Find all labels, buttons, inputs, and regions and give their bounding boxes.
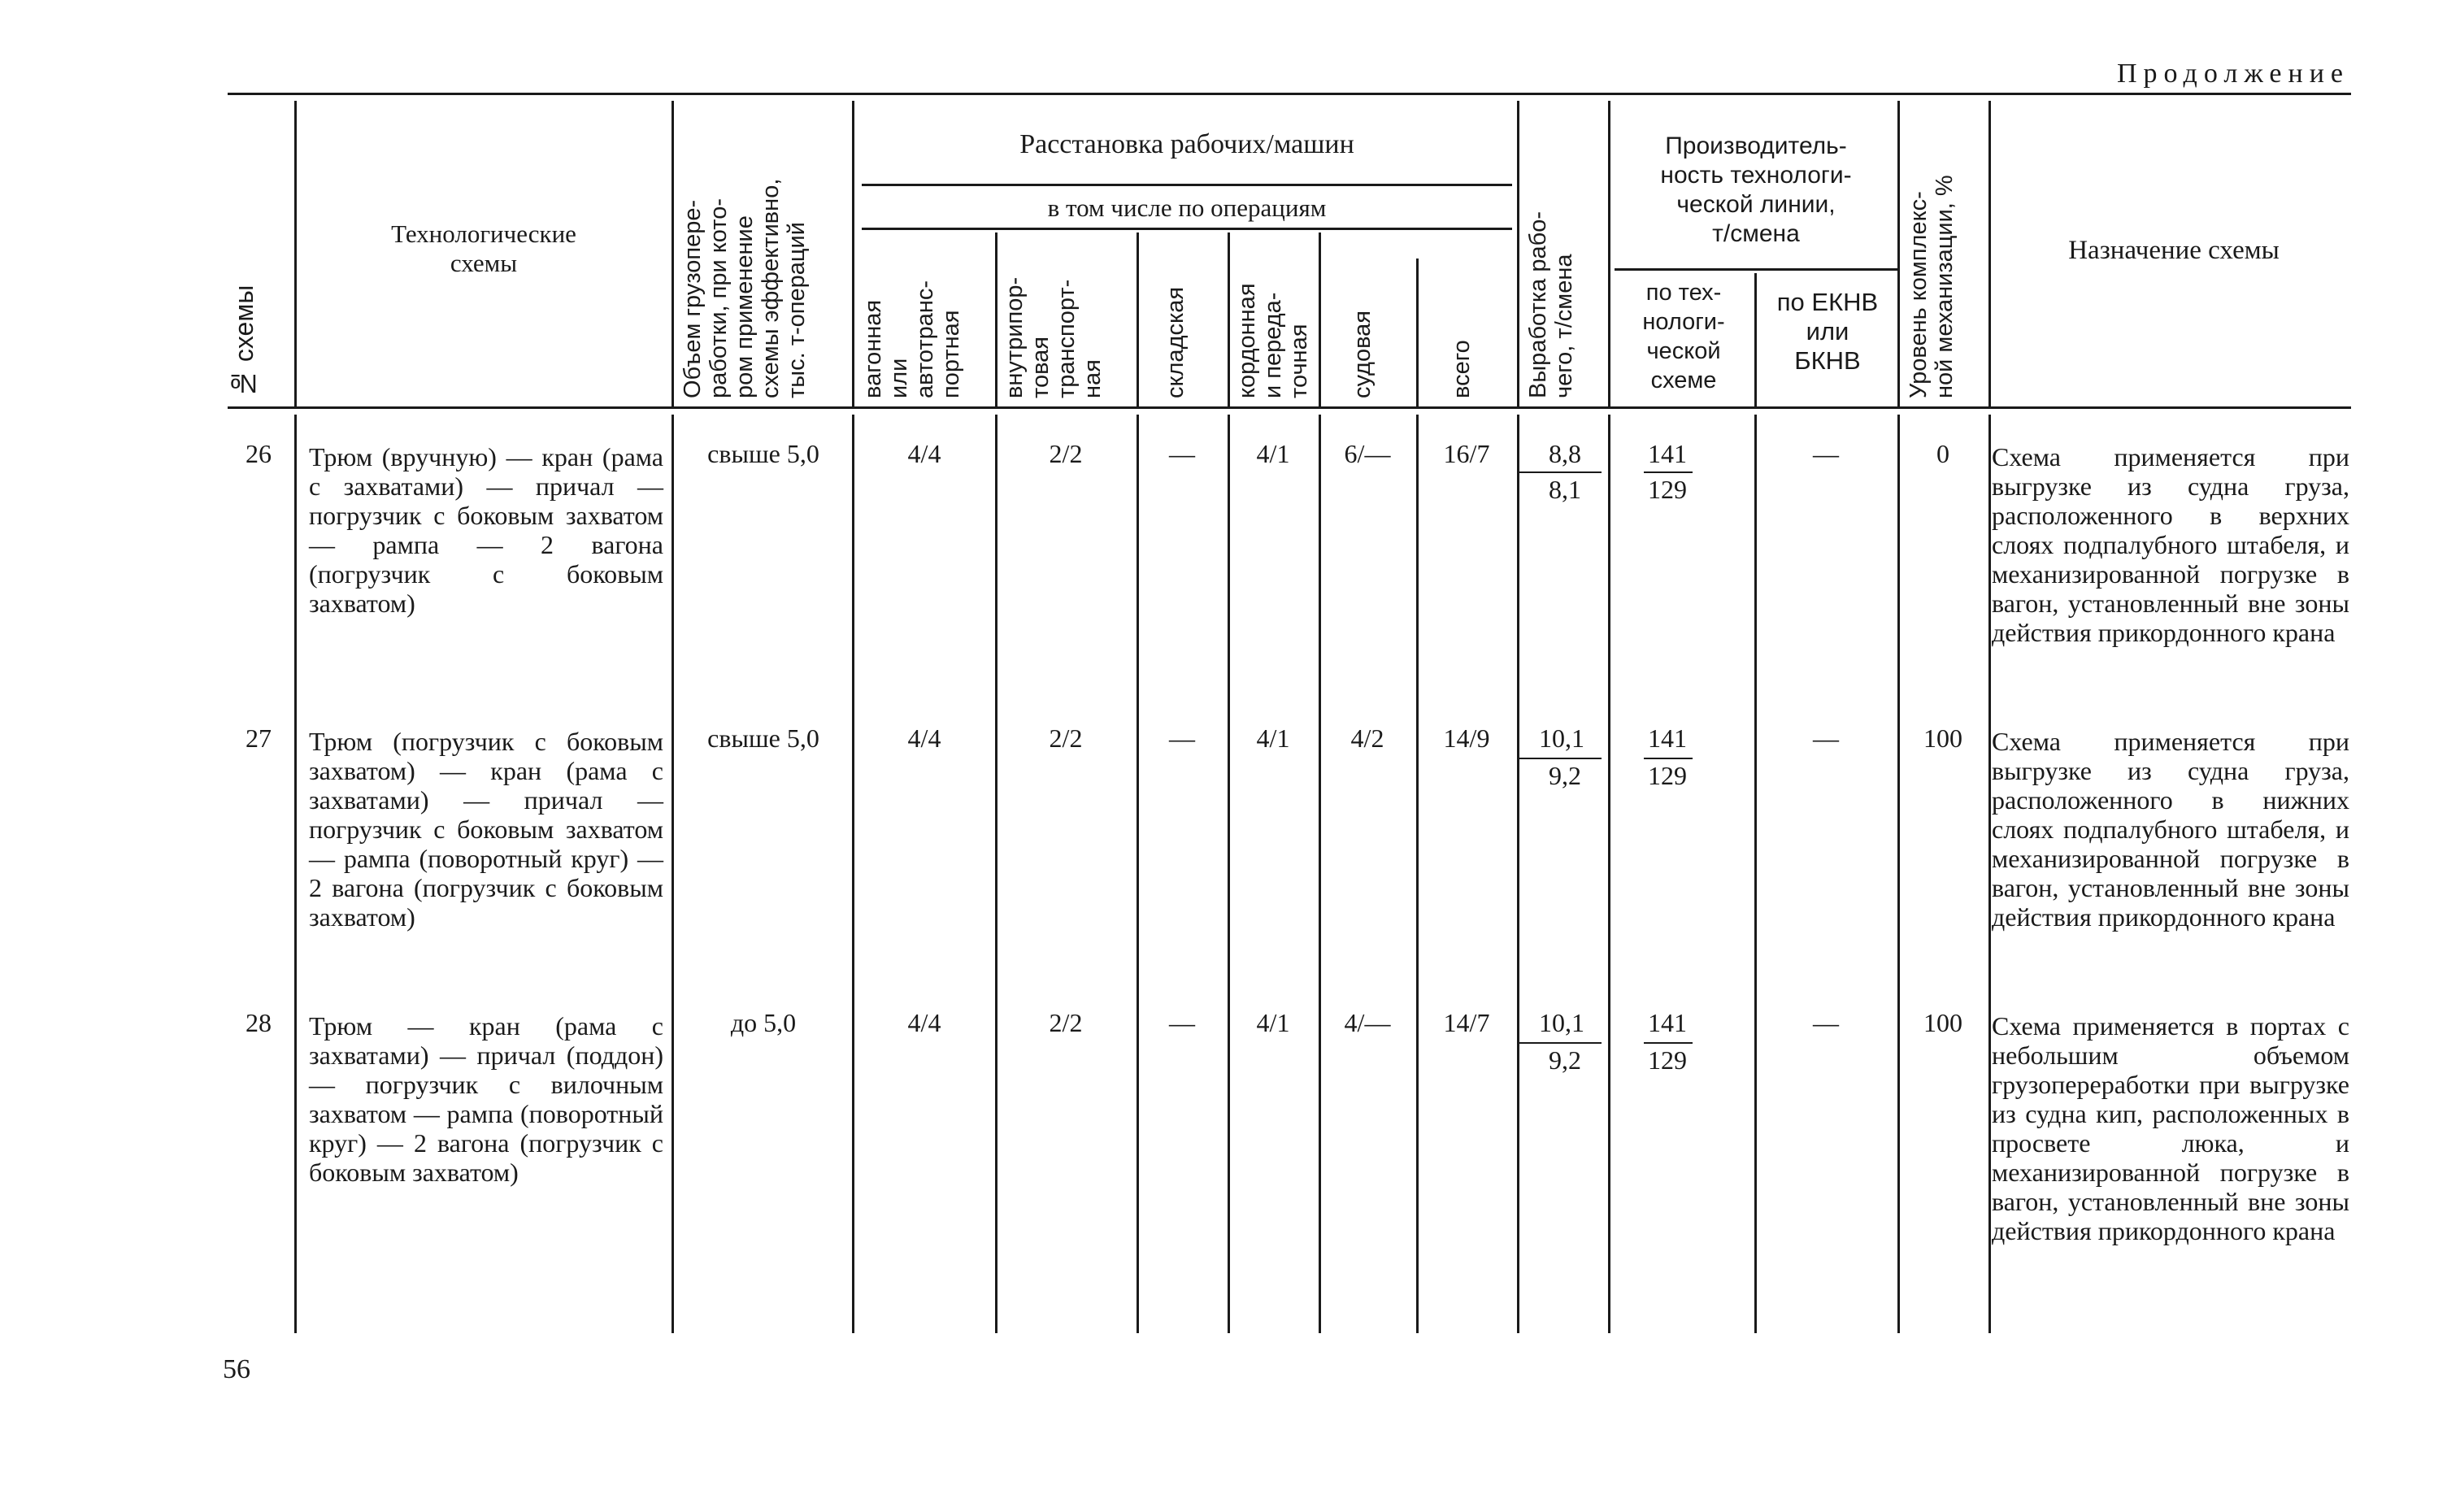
row-total: 14/9 <box>1443 723 1490 753</box>
header-scheme: Технологические схемы <box>391 219 576 277</box>
row-internal: 2/2 <box>1049 439 1083 468</box>
row-num: 26 <box>246 439 272 468</box>
row-prod-top: 141 <box>1648 723 1687 753</box>
table-top-rule <box>228 93 2351 95</box>
row-purpose: Схема применяется в портах с небольшим объемом грузопереработки при выгрузке из судна кип, расположенных в просвете люка, и механизированной погрузке в вагон, установленный вне зоны действия прикордонного крана <box>1992 1011 2349 1245</box>
row-prod-bottom: 129 <box>1648 761 1687 790</box>
col-rule-1 <box>294 101 297 406</box>
header-output: Выработка рабо- чего, т/смена <box>1525 211 1577 398</box>
row-wagon: 4/4 <box>907 723 941 753</box>
row-num: 28 <box>246 1008 272 1037</box>
row-ship: 4/— <box>1344 1008 1391 1037</box>
header-volume: Объем грузопере- работки, при кото- ром применение схемы эффективно, тыс. т-операций <box>680 178 810 398</box>
body-rule-11 <box>1754 415 1757 1333</box>
row-prod-bottom: 129 <box>1648 1045 1687 1075</box>
row-scheme: Трюм — кран (рама с захватами) — причал (поддон) — погрузчик с вилочным захватом — рампа (поворотный круг) — 2 вагона (погрузчик с боковым захватом) <box>309 1011 663 1187</box>
header-placement: Расстановка рабочих/машин <box>1019 129 1354 159</box>
row-eknv: — <box>1813 1008 1839 1037</box>
col-rule-4 <box>995 232 997 406</box>
col-rule-6 <box>1228 232 1230 406</box>
row-internal: 2/2 <box>1049 723 1083 753</box>
header-by-eknv: по ЕКНВ или БКНВ <box>1776 288 1879 375</box>
body-rule-12 <box>1897 415 1900 1333</box>
row-output-line <box>1517 1042 1602 1044</box>
body-rule-10 <box>1608 415 1610 1333</box>
row-mech: 100 <box>1923 1008 1962 1037</box>
row-cordon: 4/1 <box>1256 723 1290 753</box>
row-output-bottom: 9,2 <box>1549 761 1581 790</box>
row-total: 16/7 <box>1443 439 1490 468</box>
header-internal: внутрипор- товая транспорт- ная <box>1002 276 1106 398</box>
row-output-top: 10,1 <box>1539 1008 1584 1037</box>
row-prod-line <box>1644 1042 1693 1044</box>
row-scheme: Трюм (погрузчик с боковым захватом) — кран (рама с захватами) — причал — погрузчик с боковым захватом — рампа (поворотный круг) — 2 вагона (погрузчик с боковым захватом) <box>309 727 663 932</box>
header-including: в том числе по операциям <box>1047 193 1327 222</box>
row-num: 27 <box>246 723 272 753</box>
row-total: 14/7 <box>1443 1008 1490 1037</box>
col-rule-7 <box>1319 232 1321 406</box>
row-prod-line <box>1644 758 1693 759</box>
row-prod-top: 141 <box>1648 1008 1687 1037</box>
body-rule-5 <box>1137 415 1139 1333</box>
row-warehouse: — <box>1169 1008 1195 1037</box>
header-cordon: кордонная и переда- точная <box>1234 283 1312 398</box>
row-wagon: 4/4 <box>907 439 941 468</box>
row-mech: 100 <box>1923 723 1962 753</box>
header-warehouse: складская <box>1163 286 1189 398</box>
row-ship: 4/2 <box>1350 723 1384 753</box>
row-eknv: — <box>1813 439 1839 468</box>
body-rule-3 <box>852 415 854 1333</box>
continuation-label: Продолжение <box>2116 59 2349 89</box>
col-rule-2 <box>672 101 674 406</box>
body-rule-8 <box>1416 415 1419 1333</box>
row-purpose: Схема применяется при выгрузке из судна груза, расположенного в нижних слоях подпалубного штабеля, и механизированной погрузке в вагон, установленный вне зоны действия прикордонного крана <box>1992 727 2349 932</box>
including-subrule <box>862 228 1512 230</box>
row-output-line <box>1517 471 1602 473</box>
row-volume: свыше 5,0 <box>707 723 819 753</box>
col-rule-8 <box>1416 259 1419 406</box>
col-rule-5 <box>1137 232 1139 406</box>
row-eknv: — <box>1813 723 1839 753</box>
body-rule-13 <box>1988 415 1991 1333</box>
row-cordon: 4/1 <box>1256 1008 1290 1037</box>
col-rule-9 <box>1517 101 1519 406</box>
row-wagon: 4/4 <box>907 1008 941 1037</box>
header-wagon: вагонная или автотранс- портная <box>860 280 964 398</box>
row-prod-bottom: 129 <box>1648 475 1687 504</box>
row-prod-line <box>1644 471 1693 473</box>
col-rule-11 <box>1754 273 1757 406</box>
row-scheme: Трюм (вручную) — кран (рама с захватами) — причал — погрузчик с боковым захватом — рампа — 2 вагона (погрузчик с боковым захватом) <box>309 442 663 618</box>
col-rule-3 <box>852 101 854 406</box>
row-warehouse: — <box>1169 439 1195 468</box>
body-rule-6 <box>1228 415 1230 1333</box>
header-mechanization: Уровень комплекс- ной механизации, % <box>1906 175 1958 398</box>
row-internal: 2/2 <box>1049 1008 1083 1037</box>
row-purpose: Схема применяется при выгрузке из судна груза, расположенного в верхних слоях подпалубного штабеля, и механизированной погрузке в вагон, установленный вне зоны действия прикордонного крана <box>1992 442 2349 647</box>
col-rule-10 <box>1608 101 1610 406</box>
productivity-subrule <box>1615 268 1897 271</box>
col-rule-13 <box>1988 101 1991 406</box>
row-cordon: 4/1 <box>1256 439 1290 468</box>
body-rule-7 <box>1319 415 1321 1333</box>
header-total: всего <box>1449 340 1475 398</box>
row-volume: до 5,0 <box>730 1008 797 1037</box>
body-rule-1 <box>294 415 297 1333</box>
row-output-top: 10,1 <box>1539 723 1584 753</box>
header-purpose: Назначение схемы <box>2068 236 2280 265</box>
row-output-top: 8,8 <box>1549 439 1581 468</box>
placement-subrule <box>862 184 1512 186</box>
row-output-bottom: 8,1 <box>1549 475 1581 504</box>
page-number: 56 <box>223 1354 250 1384</box>
row-ship: 6/— <box>1344 439 1391 468</box>
row-output-line <box>1517 758 1602 759</box>
header-bottom-rule <box>228 406 2351 409</box>
header-productivity: Производитель- ность технологи- ческой линии, т/смена <box>1660 133 1852 247</box>
row-volume: свыше 5,0 <box>707 439 819 468</box>
row-prod-top: 141 <box>1648 439 1687 468</box>
row-output-bottom: 9,2 <box>1549 1045 1581 1075</box>
row-warehouse: — <box>1169 723 1195 753</box>
header-by-scheme: по тех- нологи- ческой схеме <box>1642 280 1725 393</box>
col-rule-12 <box>1897 101 1900 406</box>
row-mech: 0 <box>1936 439 1949 468</box>
body-rule-4 <box>995 415 997 1333</box>
body-rule-2 <box>672 415 674 1333</box>
header-ship: судовая <box>1350 311 1376 398</box>
body-rule-9 <box>1517 415 1519 1333</box>
header-num: № схемы <box>229 285 259 398</box>
